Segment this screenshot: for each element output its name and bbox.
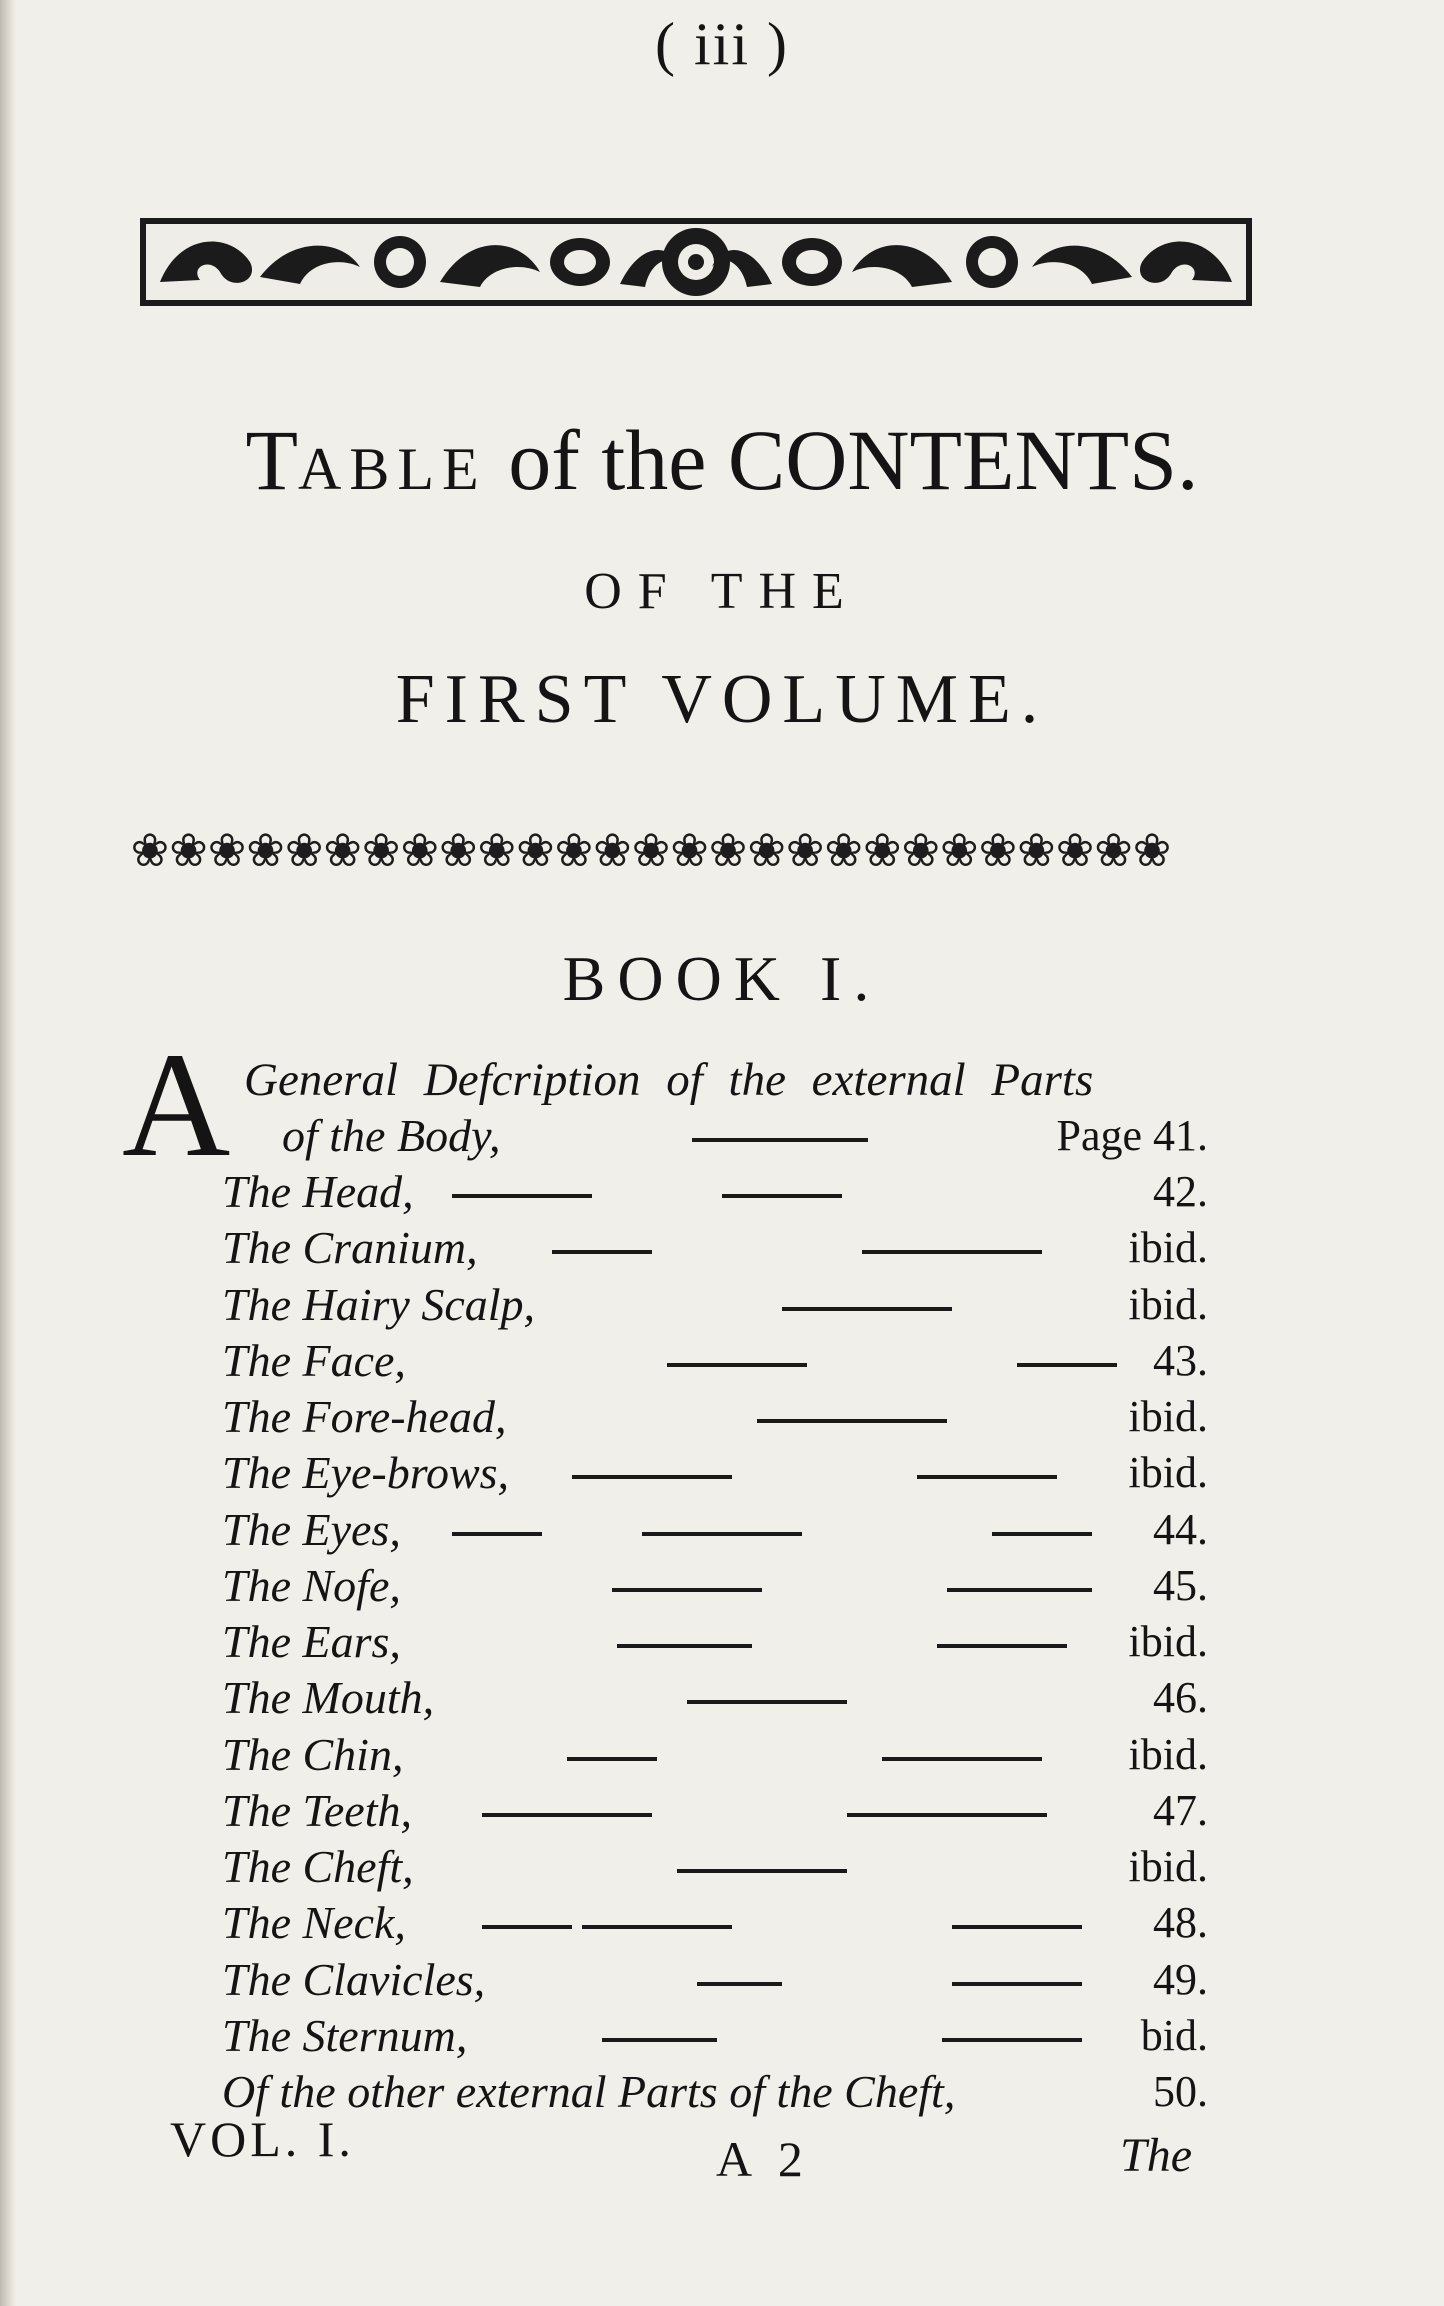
leader-dash [582, 1925, 732, 1929]
leader-dash [452, 1532, 542, 1536]
toc-entry [222, 1164, 1208, 1220]
toc-entry-label: The Teeth, [222, 1784, 412, 1836]
leader-dash [992, 1532, 1092, 1536]
toc-entry-page: ibid. [1128, 1392, 1208, 1441]
toc-entry-label: The Mouth, [222, 1672, 435, 1724]
leader-dash [847, 1813, 1047, 1817]
toc-entry [222, 1389, 1208, 1445]
toc-entry-label: The Ears, [222, 1616, 401, 1667]
toc-entry [222, 1333, 1208, 1389]
leader-dash [917, 1475, 1057, 1479]
toc-entry-page: ibid. [1128, 1223, 1208, 1273]
contents-title [0, 410, 1444, 510]
toc-entry-page: 48. [1153, 1898, 1208, 1948]
volume-heading: FIRST VOLUME. [395, 661, 1049, 738]
leader-dash [612, 1588, 762, 1592]
leader-dash [692, 1138, 868, 1142]
leader-dash [602, 2038, 717, 2042]
leader-dash [482, 1813, 652, 1817]
toc-entry-page: 44. [1153, 1504, 1208, 1554]
leader-dash [942, 2038, 1082, 2042]
toc-entry-page: Page 41. [1056, 1111, 1208, 1160]
leader-dash [952, 1982, 1082, 1986]
toc-entry-page: ibid. [1128, 1617, 1208, 1666]
title-initial: T [245, 412, 299, 508]
toc-entry-page: 49. [1153, 1954, 1208, 2004]
toc-entry-page: ibid. [1128, 1842, 1208, 1891]
toc-entry [222, 1445, 1208, 1501]
toc-entry-label: The Head, [222, 1166, 414, 1217]
toc-entry-label: The Cheft, [222, 1841, 414, 1892]
toc-entry-page: 46. [1153, 1673, 1208, 1723]
toc-entry [222, 1277, 1208, 1333]
leader-dash [667, 1363, 807, 1367]
leader-dash [677, 1869, 847, 1873]
toc-entry [222, 1502, 1208, 1558]
toc-entry-label: The Fore-head, [222, 1391, 507, 1442]
toc-entry [222, 1783, 1208, 1839]
toc-entry-page: bid. [1140, 2010, 1208, 2060]
toc-entry [222, 1670, 1208, 1726]
leader-dash [882, 1757, 1042, 1761]
footer-catchword: The [1120, 2129, 1192, 2182]
page-folio: ( iii ) [655, 11, 789, 77]
toc-entry [222, 1220, 1208, 1276]
leader-dash [782, 1307, 952, 1311]
book-heading: BOOK I. [562, 943, 882, 1014]
toc-entry-label: The Cranium, [222, 1222, 478, 1274]
drop-cap: A [122, 1022, 231, 1188]
toc-entry-label: The Eyes, [222, 1503, 401, 1555]
leader-dash [687, 1700, 847, 1704]
toc-entry-page: 45. [1153, 1560, 1208, 1610]
first-entry-line1: General Defcription of the external Parts [244, 1054, 1094, 1106]
leader-dash [947, 1588, 1092, 1592]
toc-entry-last [222, 2064, 1208, 2120]
leader-dash [697, 1982, 782, 1986]
leader-dash [567, 1757, 657, 1761]
toc-entry [222, 1895, 1208, 1951]
title-of-the: of the [508, 412, 707, 508]
leader-dash [757, 1419, 947, 1423]
toc-entry-label: The Nofe, [222, 1559, 401, 1611]
leader-dash [952, 1925, 1082, 1929]
leader-dash [452, 1194, 592, 1198]
toc-entry-page: 43. [1153, 1335, 1208, 1385]
page-binding-shadow [0, 0, 16, 2306]
toc-entry-page: 50. [1153, 2067, 1208, 2116]
leader-dash [617, 1644, 752, 1648]
toc-entry-label: The Sternum, [222, 2009, 468, 2061]
leader-dash [1017, 1363, 1117, 1367]
leader-dash [642, 1532, 802, 1536]
toc-entry [222, 1614, 1208, 1670]
toc-entry-label: The Chin, [222, 1728, 404, 1780]
toc-entry-label: The Face, [222, 1334, 406, 1386]
toc-entry-page: 42. [1153, 1167, 1208, 1216]
title-contents: CONTENTS. [727, 412, 1199, 508]
leader-dash [722, 1194, 842, 1198]
toc-entry-label: The Neck, [222, 1897, 406, 1949]
subtitle: OF THE [584, 563, 860, 620]
toc-entry-label: of the Body, [282, 1110, 501, 1161]
toc-entry-label: Of the other external Parts of the Cheft, [222, 2066, 956, 2117]
toc-entry-page: ibid. [1128, 1279, 1208, 1329]
toc-entry-first [282, 1108, 1208, 1164]
leader-dash [572, 1475, 732, 1479]
footer-signature: A 2 [716, 2131, 811, 2187]
toc-entry-label: The Hairy Scalp, [222, 1278, 536, 1330]
ornamental-headpiece [140, 212, 1252, 312]
fleuron-rule: ❀❀❀❀❀❀❀❀❀❀❀❀❀❀❀❀❀❀❀❀❀❀❀❀❀❀❀ [130, 823, 1172, 877]
leader-dash [552, 1250, 652, 1254]
toc-entry [222, 2008, 1208, 2064]
toc-entry-page: 47. [1153, 1785, 1208, 1835]
toc-entry-page: ibid. [1128, 1448, 1208, 1498]
footer-volume: VOL. I. [170, 2111, 355, 2167]
toc-entry [222, 1952, 1208, 2008]
toc-entry-page: ibid. [1128, 1729, 1208, 1779]
leader-dash [937, 1644, 1067, 1648]
title-smallcaps: ABLE [298, 436, 487, 502]
toc-entry [222, 1839, 1208, 1895]
leader-dash [862, 1250, 1042, 1254]
toc-entry [222, 1558, 1208, 1614]
toc-entry-label: The Eye-brows, [222, 1447, 510, 1499]
toc-entry [222, 1727, 1208, 1783]
toc-entry-label: The Clavicles, [222, 1953, 486, 2005]
leader-dash [482, 1925, 572, 1929]
